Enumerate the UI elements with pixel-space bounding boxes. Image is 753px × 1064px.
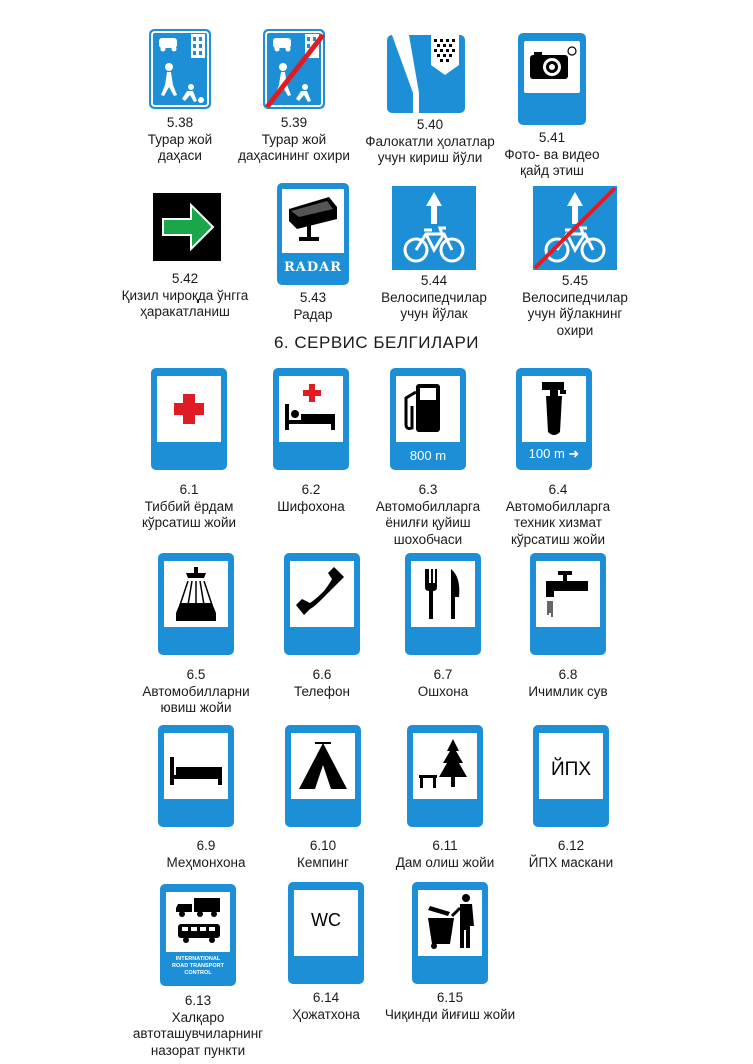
wc-icon (288, 882, 364, 984)
distance-text: 100 m (528, 446, 565, 461)
caption-5-45: 5.45 Велосипедчилар учун йўлакнинг охири (522, 273, 628, 338)
caption-5-43: 5.43 Радар (293, 290, 333, 322)
camera-icon (518, 33, 586, 125)
fork-knife-icon (405, 553, 481, 655)
caption-6-11: 6.11 Дам олиш жойи (395, 838, 495, 870)
caption-6-13: 6.13 Халқаро автоташувчиларнинг назорат пункти (132, 993, 264, 1058)
irt-line-1: INTERNATIONAL (175, 956, 221, 962)
caption-5-41: 5.41 Фото- ва видео қайд этиш (504, 130, 600, 178)
sign-6-9 (158, 725, 234, 827)
hospital-bed-icon (273, 368, 349, 470)
sign-6-1 (151, 368, 227, 470)
sign-6-14 (288, 882, 364, 984)
caption-6-2: 6.2 Шифохона (277, 482, 345, 514)
caption-6-7: 6.7 Ошхона (417, 667, 469, 699)
police-label: ЙПХ (551, 759, 591, 780)
caption-6-8: 6.8 Ичимлик сув (528, 667, 608, 699)
waste-collection-icon (412, 882, 488, 984)
sign-6-6 (284, 553, 360, 655)
caption-6-15: 6.15 Чиқинди йиғиш жойи (384, 990, 516, 1022)
sign-6-12 (533, 725, 609, 827)
sign-5-45 (533, 186, 617, 270)
caption-6-10: 6.10 Кемпинг (297, 838, 349, 870)
sign-5-39 (263, 29, 325, 109)
caption-6-12: 6.12 ЙПХ маскани (528, 838, 614, 870)
radar-label: RADAR (283, 260, 343, 275)
sign-6-7 (405, 553, 481, 655)
sign-6-5 (158, 553, 234, 655)
caption-6-1: 6.1 Тиббий ёрдам кўрсатиш жойи (141, 482, 237, 530)
sign-6-8 (530, 553, 606, 655)
telephone-icon (284, 553, 360, 655)
car-wash-icon (158, 553, 234, 655)
caption-5-42: 5.42 Қизил чироқда ўнгга ҳаракатланиш (121, 271, 249, 319)
sign-6-15 (412, 882, 488, 984)
caption-5-44: 5.44 Велосипедчилар учун йўлак (381, 273, 487, 321)
irt-line-3: CONTROL (184, 970, 212, 976)
picnic-tree-icon (407, 725, 483, 827)
irt-line-2: ROAD TRANSPORT (172, 963, 224, 969)
sign-6-10 (285, 725, 361, 827)
bicycle-lane-icon (392, 186, 476, 270)
caption-6-5: 6.5 Автомобилларни ювиш жойи (142, 667, 250, 715)
sign-5-41 (518, 33, 586, 125)
sign-5-43 (277, 183, 349, 285)
caption-5-38: 5.38 Турар жой даҳаси (147, 115, 213, 163)
sign-5-38 (149, 29, 211, 109)
sign-5-42 (153, 193, 221, 261)
water-tap-icon (530, 553, 606, 655)
sign-6-4 (516, 368, 592, 470)
caption-6-4: 6.4 Автомобилларга техник хизмат кўрсатиш жойи (505, 482, 611, 547)
distance-label (516, 446, 592, 462)
sign-6-3 (390, 368, 466, 470)
distance-label: 800 m (409, 448, 447, 463)
caption-5-39: 5.39 Турар жой даҳасининг охири (238, 115, 350, 163)
green-arrow-right-icon (153, 193, 221, 261)
bed-icon (158, 725, 234, 827)
emergency-lane-icon (387, 35, 465, 113)
caption-6-3: 6.3 Автомобилларга ёнилғи қуйиш шохобчаси (375, 482, 481, 547)
red-cross-icon (151, 368, 227, 470)
end-bicycle-lane-icon (533, 186, 617, 270)
sign-6-13 (160, 884, 236, 986)
sign-5-40 (387, 35, 465, 113)
arrow-right-icon: ➜ (568, 446, 580, 461)
end-residential-zone-icon (263, 29, 325, 109)
residential-zone-icon (149, 29, 211, 109)
sign-5-44 (392, 186, 476, 270)
caption-6-9: 6.9 Меҳмонхона (166, 838, 246, 870)
sign-6-11 (407, 725, 483, 827)
caption-6-6: 6.6 Телефон (293, 667, 350, 699)
wc-label: WC (311, 910, 341, 930)
caption-6-14: 6.14 Ҳожатхона (292, 990, 360, 1022)
tent-icon (285, 725, 361, 827)
section-title: 6. СЕРВИС БЕЛГИЛАРИ (273, 333, 480, 352)
irt-control-label (160, 956, 236, 977)
sign-6-2 (273, 368, 349, 470)
caption-5-40: 5.40 Фалокатли ҳолатлар учун кириш йўли (365, 117, 495, 165)
